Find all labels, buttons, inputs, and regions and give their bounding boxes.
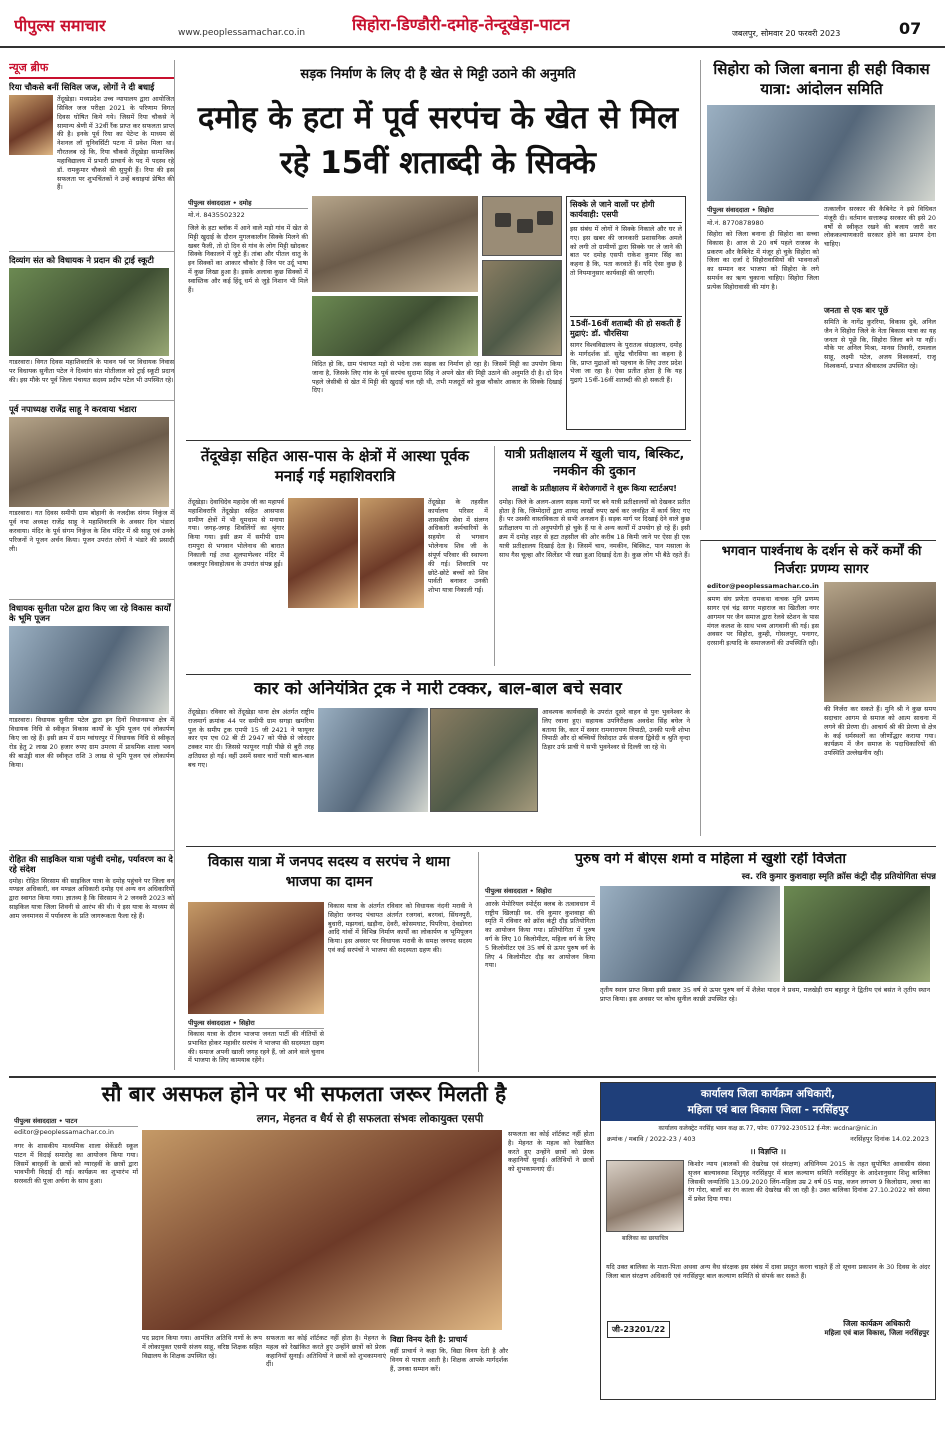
brief-item [9, 251, 174, 396]
success-body-right: सफलता का कोई शॉर्टकट नहीं होता है। मेहनत के महत्व को रेखांकित करते हुए उन्होंने छात्रों को प्रेरक कहानियाँ सुनाईं। अतिथियों ने छात्रों को शुभकामनाएं दीं। [508, 1130, 594, 1174]
lead-coins-photo [482, 196, 562, 256]
janpad-group-photo [188, 902, 324, 1014]
janpad-body: विकास यात्रा के अंतर्गत रविवार को विधायक नंदनी मरावी ने सिहोरा जनपद पंचायत अंतर्गत रजगवां, बरगवां, सिंघनपुरी, बुधारी, मझगवां, खड़ौना, देवरी, कोसमघाट, पिपरिया, देवडोगरा आदि गांवों में विभिन्न निर्माण कार्यों का लोकार्पण व भूमिपूजन किया। इस अवसर पर विधायक मरावी के समक्ष जनपद सदस्य एवं कई सरपंचों ने भाजपा की सदस्यता ग्रहण की। [328, 902, 472, 955]
success-subhead: लगन, मेहनत व धैर्य से ही सफलता संभवः लोकायुक्त एसपी [256, 1113, 484, 1125]
race-headline: पुरुष वर्ग में बीएस शर्मा व महिला में खुशी रहीं विजेता [574, 852, 847, 867]
accident-headline: कार को अनियंत्रित ट्रक ने मारी टक्कर, बाल-बाल बचे सवार [254, 680, 622, 699]
jain-body: श्रमण संघ प्रणेता रामकथा वाचक मुनि प्रणम्य सागर एवं चंद्र सागर महाराज का खितौला नगर आगमन पर जैन समाज द्वारा रेलवे स्टेशन के पास मंगल कलश के साथ भव्य आगवानी की गई। इस अवसर पर सिहोरा, कुम्ही, गोसलपुर, पनागर, दरसानी इत्यादि के समाजजनों की उपस्थिति रही। [707, 595, 819, 648]
shivratri-body-2: तेंदूखेड़ा के तहसील कार्यालय परिसर में शासकीय सेवा में संलग्न अधिकारी कर्मचारियों के सहयोग से भगवान भोलेनाथ शिव जी के संपूर्ण परिवार की स्थापना की गई। शिवरात्रि पर छोटे-छोटे बच्चों को शिव पार्वती बनाकर उनकी शोभा यात्रा निकाली गई। [428, 498, 488, 595]
success-byline: पीपुल्स संवाददाता • पाटन [14, 1116, 138, 1127]
ad-body: किशोर न्याय (बालकों की देखरेख एवं संरक्षण) अधिनियम 2015 के तहत सुपोषित आवासीय संस्था सृजन बाल्यावस्था शिशुगृह नरसिंहपुर में बाल कल्याण समिति नरसिंहपुर के आदेशानुसार शिशु बालिका जिसकी जन्मतिथि 13.09.2020 लिंग-महिला उम्र 2 वर्ष 05 माह, वजन लगभग 9 किलोग्राम, त्वचा का रंग गोरा, बालों का रंग काला की देखरेख की जा रही है। उक्त बालिका दिनांक 27.10.2022 को संस्था में प्रवेश दिया गया। [688, 1160, 930, 1204]
brief-item [9, 599, 174, 846]
news-brief-column [9, 60, 175, 1070]
brief-title: पूर्व नपाध्यक्ष राजेंद्र साहू ने करवाया भंडारा [9, 404, 137, 415]
lead-headline: दमोह के हटा में पूर्व सरपंच के खेत से मिल रहे 15वीं शताब्दी के सिक्के [197, 100, 679, 181]
brief-body: दमोह। रोहित सिरसाम की साइकिल यात्रा के दमोह पहुंचने पर जिला वन मण्डल अधिकारी, वन मण्डल अधिकारी दमोह एवं अन्य वन अधिकारियों द्वारा स्वागत किया गया। ज्ञातव्य है कि सिरसाम ने 2 जनवरी 2023 को साइकिल यात्रा जिला शिवनी से आरंभ की थी। ये इस यात्रा के माध्यम से आम जनमानस में पर्यावरण के प्रति जागरूकता फैला रहे हैं। [9, 876, 174, 920]
sihora-story [700, 60, 936, 530]
race-body-2: तृतीय स्थान प्राप्त किया इसी प्रकार 35 वर्ष से ऊपर पुरुष वर्ग में शैलेश यादव ने प्रथम, मलखेड़ी राम बहादुर ने द्वितीय एवं बसंत ने तृतीय स्थान प्राप्त किया। इस अवसर पर कोच सुनील काछी उपस्थित रहे। [600, 985, 930, 1003]
shivratri-body-1: तेंदूखेड़ा। देवाधिदेव महादेव जी का महापर्व महाशिवरात्रि तेंदूखेड़ा सहित आसपास ग्रामीण क्षेत्रों में भी धूमधाम से मनाया गया। जगह-जगह शिवलिंगों का श्रृंगार किया गया। इसी क्रम में समीपी ग्राम रामपुरा से भगवान भोलेनाथ की बारात निकाली गई तथा शूलपाणेश्वर मंदिर में जबलपुर विवाहोत्सव के उपरांत संपन्न हुई। [188, 498, 284, 568]
janpad-headline: विकास यात्रा में जनपद सदस्य व सरपंच ने थामा भाजपा का दामन [208, 854, 450, 891]
coins-box-body: इस संबंध में लोगों ने सिक्के निकाले और घर ले गए। इस खबर की जानकारी प्रशासनिक अमले को लगी तो ग्रामीणों द्वारा सिक्के घर ले जाने की बात पर दमोह एसपी राकेश कुमार सिंह का कहना है कि, पता करवाते हैं। यदि ऐसा कुछ है तो नियमानुसार कार्यवाही की जाएगी। [570, 225, 682, 278]
race-winners-photo-2 [784, 886, 930, 982]
ad-sign-line-2: महिला एवं बाल विकास, जिला नरसिंहपुर [824, 1329, 929, 1337]
truck-photo [430, 708, 538, 812]
muni-photo [824, 582, 936, 702]
ad-header-line-1: कार्यालय जिला कार्यक्रम अधिकारी, [700, 1088, 836, 1100]
masthead-url: www.peoplessamachar.co.in [178, 28, 306, 38]
sihora-demand-title: जनता से एक बार पूछें [824, 306, 889, 315]
farewell-group-photo [142, 1130, 502, 1330]
janpad-body-2: विकास यात्रा के दौरान भाजपा जनता पार्टी की नीतियों से प्रभावित होकर महावीर सरपंच ने भाजपा की सदस्यता ग्रहण की। समाज अपनी खाली जगह रहने हैं, जो आने वाले चुनाव में भाजपा के लिए कामयाब रहेंगे। [188, 1030, 324, 1065]
race-story [478, 852, 936, 1072]
success-headline: सौ बार असफल होने पर भी सफलता जरूर मिलती है [101, 1082, 507, 1106]
shiv-parvati-photo-1 [288, 498, 358, 608]
brief-item [9, 850, 174, 1016]
success-body: नगर के शासकीय माध्यमिक शाला सेकेंडरी स्कूल पाटन में विदाई समारोह का आयोजन किया गया। जिसमें बारहवीं के छात्रों को ग्यारहवीं के छात्रों द्वारा भावभीनी विदाई दी गई। कार्यक्रम का शुभारंभ माँ सरस्वती की पूजा अर्चना के साथ हुआ। [14, 1142, 138, 1186]
brief-title: रिया चौकसे बनीं सिविल जज, लोगों ने दी बधाई [9, 82, 155, 92]
coins-sidebar-box [566, 196, 686, 430]
coins-box-title: सिक्के ले जाने वालों पर होगी कार्यवाही: एसपी [570, 200, 682, 223]
sihora-byline: पीपुल्स संवाददाता • सिहोरा [707, 205, 819, 216]
brief-body: गाडरवारा। गत दिवस समीपी ग्राम बोहानी के नजदीक संगम निकुंज में पूर्व नपा अध्यक्ष राजेंद्र साहू ने महाशिवरात्रि के अवसर दिन भंडारा करवाया। मंदिर के पूर्व संगम निकुंज के शिव मंदिर में श्री साहू एवं उनके परिजनों ने पूजन अर्चन किया। पूजन उपरांत लोगों ने भंडारे की प्रसादी ली। [9, 509, 174, 553]
ad-ref-date: नरसिंहपुर दिनांक 14.02.2023 [850, 1135, 929, 1143]
expert-title: 15वीं-16वीं शताब्दी की हो सकती हैं मुद्राएं: डॉ. चौरसिया [570, 316, 682, 339]
masthead-regions: सिहोरा-डिण्डौरी-दमोह-तेन्दूखेड़ा-पाटन [352, 15, 570, 34]
accident-body-1: तेंदूखेड़ा। रविवार को तेंदूखेड़ा थाना क्षेत्र अंतर्गत राष्ट्रीय राजमार्ग क्रमांक 44 पर समीपी ग्राम सगड़ा खमरिया पुल के समीप ट्रक एमपी 15 जी 2421 ने फायूनर कार एम एच 02 बी टी 2947 को पीछे से जोरदार टक्कर मार दी। जिससे फायूनर गाड़ी पीछे से बुरी तरह क्षतिग्रस्त हो गई। वहीं उसमें सवार चारों यात्री बाल-बाल बच गए। [188, 708, 314, 769]
brief-title: दिव्यांग संत को विधायक ने प्रदान की ट्राई स्कूटी [9, 255, 154, 266]
lead-coins-hand-photo [482, 260, 562, 356]
lead-field-photo [312, 296, 478, 356]
news-brief-label: न्यूज ब्रीफ [9, 60, 174, 79]
jain-body-2: की निर्जरा कर सकते हैं। मुनि श्री ने कुछ समय सदाचार आगम से समाज को आत्म साधना में लगने की प्रेरणा दी। आचार्य श्री की प्रेरणा से क्षेत्र के कई धर्मस्थलों का जीर्णोद्धार कराया गया। कार्यक्रम में जैन समाज के पदाधिकारियों की उपस्थिति उल्लेखनीय रही। [824, 705, 936, 758]
ad-notice-title: ।। विज्ञप्ति ।। [749, 1147, 787, 1156]
success-body-2: पद प्रदान किया गया। आमंत्रित अतिथि गणों के रूप में लोकायुक्त एसपी संजय साहू, वरिष्ठ शिक्षक सहित विद्यालय के शिक्षक उपस्थित रहे। [142, 1334, 262, 1360]
masthead [0, 0, 945, 48]
canteen-body: दमोह। जिले के अलग-अलग सड़क मार्गों पर बने यात्री प्रतीक्षालयों को देखकर प्रतीत होता है कि, जिम्मेदारों द्वारा शायद लाखों रुपए खर्च कर जनहित में कार्य किए गए हैं। पर उसकी वास्तविकता से सभी अनजान हैं। सड़क मार्ग पर दिखाई देने वाले कुछ प्रतीक्षालय या तो अनुपयोगी हो चुके हैं या वे अन्य कार्यों में उपयोग हो रहे हैं। इसी क्रम में दमोह शहर से हटा तहसील की ओर करीब 18 किमी जाने पर ऐसा ही एक यात्री प्रतीक्षालय दिखाई देता है। जिसमें चाय, नमकीन, बिस्किट, पान मसाला के साथ गैस चूल्हा और सिलेंडर भी रखा हुआ दिखाई देता है। कुछ लोग भी बैठे रहते हैं। [499, 497, 690, 559]
brief-title: रोहित की साइकिल यात्रा पहुंची दमोह, पर्यावरण का दे रहे संदेश [9, 854, 173, 875]
canteen-headline: यात्री प्रतीक्षालय में खुली चाय, बिस्किट, नमकीन की दुकान [504, 446, 685, 478]
ad-code: जी-23201/22 [607, 1321, 670, 1338]
ad-header [601, 1083, 935, 1121]
sihora-body-2: तत्कालीन सरकार की कैबिनेट ने इसे विधिवत मंजूरी दी। वर्तमान सत्तारूढ़ सरकार की इसे 20 वर्षों से स्वीकृत रखने की बजाय जारी कर लोककल्याणकारी सरकार होने का प्रमाण देना चाहिए। [824, 205, 936, 249]
jain-byline: editor@peoplessamachar.co.in [707, 582, 819, 591]
child-photo [606, 1160, 684, 1232]
damaged-car-photo [318, 708, 428, 812]
government-notice-ad [600, 1082, 936, 1400]
lead-body-2: विदित हो कि, ग्राम पंचायत मड़ो से भदेना तक सड़क का निर्माण हो रहा है। जिसमें मिट्टी का उपयोग किया जाना है, जिसके लिए गांव के पूर्व सरपंच सुदामा सिंह ने अपने खेत की मिट्टी उठाने की अनुमति दी है। दो दिन पहले जेसीबी से खेत में मिट्टी की खुदाई चल रही थी, तभी मजदूरों को कुछ चौकोर आकार के सिक्के दिखाई दिए। [312, 360, 562, 395]
brief-body: तेंदूखेड़ा। मध्यप्रदेश उच्च न्यायालय द्वारा आयोजित सिविल जज परीक्षा 2021 के परिणाम विगत दिवस घोषित किये गये। जिसमें रिया चौकसे ने सामान्य श्रेणी में 32वीं रैंक प्राप्त कर सफलता प्राप्त की है। इनके पूर्व रिया का पेटेन्ट के माध्यम से नेशनल लॉ यूनिवर्सिटी पटना में प्रवेश मिला था। गौरतलब रहे कि, रिया चौकसे तेंदूखेड़ा सामाजिक महाविद्यालय में प्रभारी प्राचार्य के पद में पदस्थ रहे डॉ. रामकुमार चौकसे की सुपुत्री हैं। रिया की इस सफलता पर शुभचिंतकों ने उन्हें बधाइयां प्रेषित की हैं। [57, 95, 174, 192]
ad-body-2: यदि उक्त बालिका के माता-पिता अथवा अन्य वैध संरक्षक इस संबंध में दावा प्रस्तुत करना चाहते हैं तो सूचना प्रकाशन के 30 दिवस के अंदर जिला बाल संरक्षण अधिकारी एवं नरसिंहपुर बाल कल्याण समिति से संपर्क कर सकते हैं। [606, 1263, 930, 1280]
jain-story [700, 540, 936, 836]
sihora-body-1: सिहोरा को जिला बनाना ही सिहोरा का सच्चा विकास है। आज से 20 वर्ष पहले राजस्व के प्रकरण और कैबिनेट में मंजूर हो चुके सिहोरा को जिला का दर्जा दे सिहोरावासियों की भावनाओं का सम्मान कर भाजपा को सिहोरा के लगे समर्थन का ऋण चुकाना चाहिए। सिहोरा जिला प्रत्येक सिहोरावासी की मांग है। [707, 230, 819, 291]
success-body-3: सफलता का कोई शॉर्टकट नहीं होता है। मेहनत के महत्व को रेखांकित करते हुए उन्होंने छात्रों को प्रेरक कहानियाँ सुनाईं। अतिथियों ने छात्रों को शुभकामनाएं दीं। [266, 1334, 386, 1369]
sihora-protest-photo [707, 105, 935, 201]
brief-item [9, 400, 174, 595]
ad-address: कार्यालय कलेक्ट्रेट नरसिंह भवन कक्ष क्र.77, फोन: 07792-230512 ई-मेल: wcdnar@nic.in [658, 1125, 878, 1132]
lead-byline: पीपुल्स संवाददाता • दमोह [188, 198, 308, 209]
sihora-demand-body: समिति के नागेंद्र कुररिया, विकास दुबे, अनिल जैन ने सिहोरा जिले के नेता बिकास यात्रा का यह जनता से पूछें कि, सिहोरा जिला बने या नहीं। मौके पर अनिल मिश्रा, मानस तिवारी, रामलाल साहू, लक्ष्मी पटेल, अजय विश्वकर्मा, राजू विश्वकर्मा, प्रभात श्रीवास्तव उपस्थित रहे। [824, 318, 936, 371]
ad-photo-caption: बालिका का छायाचित्र [621, 1235, 669, 1242]
race-subhead: स्व. रवि कुमार कुशवाहा स्मृति क्रॉस कंट्री दौड़ प्रतियोगिता संपन्न [741, 871, 936, 882]
shiv-parvati-photo-2 [360, 498, 424, 608]
masthead-logo: पीपुल्स समाचार [14, 16, 106, 35]
jain-headline: भगवान पार्श्वनाथ के दर्शन से करें कर्मों की निर्जराः प्रणम्य सागर [721, 544, 922, 577]
bhoomi-pujan-photo [9, 626, 169, 714]
lead-mobile: मो.नं. 8435502322 [188, 211, 245, 219]
brief-body: गाडरवारा। विधायक सुनीता पटेल द्वारा इन दिनों विधानसभा क्षेत्र में विधायक निधि से स्वीकृत विकास कार्यों के भूमि पूजन एवं लोकार्पण किए जा रहे हैं। इसी क्रम में ग्राम ग्वांघरपुर में विधायक निधि से स्वीकृत रोड हेतु 2 लाख 20 हजार रुपए ग्राम उमरया में प्राथमिक शाला भवन की बाउंड्री वाल की स्वीकृत राशि 3 लाख से भूमि पूजन एवं लोकार्पण किया। [9, 716, 174, 769]
riya-portrait-photo [9, 95, 53, 155]
shivratri-headline: तेंदूखेड़ा सहित आस-पास के क्षेत्रों में आस्था पूर्वक मनाई गई महाशिवरात्रि [200, 447, 470, 486]
sihora-mobile: मो.नं. 8770878980 [707, 219, 764, 227]
ad-ref: क्रमांक / मबावि / 2022-23 / 403 [607, 1135, 696, 1143]
lead-body-1: जिले के हटा ब्लॉक में आने वाले मड़ो गांव में खेत से मिट्टी खुदाई के दौरान मुगलकालीन सिक्के मिलने की खबर फैली, तो दो दिन से गांव के लोग मिट्टी खोदकर सिक्के निकालने में जुटे हैं। तांबा और पीतल धातु के इन सिक्कों का आकार चौकोर है जिन पर उर्दू भाषा में कुछ लिखा हुआ है। इसके अलावा कुछ सिक्कों में स्वास्तिक और कई हिंदू धर्म से जुड़े निशान भी मिले हैं। [188, 224, 308, 294]
ad-sign-line-1: जिला कार्यक्रम अधिकारी [843, 1319, 911, 1328]
principal-box [390, 1334, 508, 1396]
ad-header-line-2: महिला एवं बाल विकास जिला - नरसिंहपुर [687, 1104, 849, 1116]
scooty-event-photo [9, 268, 169, 356]
janpad-byline: पीपुल्स संवाददाता • सिहोरा [188, 1018, 324, 1029]
canteen-subhead: लाखों के प्रतीक्षालय में बेरोजगारों ने शुरू किया स्टार्टअप! [512, 483, 677, 493]
brief-body: गाडरवारा। विगत दिवस महाशिवरात्रि के पावन पर्व पर विधायक निवास पर विधायक सुनीता पटेल ने दिव्यांग संत मोतीलाल को ट्राई स्कूटी प्रदान की। इस मौके पर पूर्व जिला पंचायत सदस्य प्रदीप पटेल भी उपस्थित रहे। [9, 358, 174, 384]
success-email: editor@peoplessamachar.co.in [14, 1128, 114, 1136]
brief-item [9, 82, 174, 245]
race-winners-photo-1 [600, 886, 780, 982]
bhandara-photo [9, 417, 169, 507]
lead-digging-photo [312, 196, 478, 292]
expert-body: सागर विश्वविद्यालय के पुरातत्व संग्रहालय, दमोह के मार्गदर्शक डॉ. सुरेंद्र चौरसिया का कहना है कि, प्राप्त मुद्राओं को पहचान के लिए उत्तर प्रदेश भेजा जा रहा है। ऐसा प्रतीत होता है कि यह मुद्राएं 15वीं-16वीं शताब्दी की हो सकती हैं। [570, 341, 682, 385]
accident-body-2: आवश्यक कार्यवाही के उपरांत दूसरे वाहन से पुनः भुवनेश्वर के लिए रवाना हुए। सहायक उपनिरीक्षक अवधेश सिंह बघेल ने बताया कि, कार में सवार रामनारायण त्रिपाठी, उनकी पत्नी शोभा त्रिपाठी और दो बच्चियों रिसोदात उर्फ संजना द्विवेदी व श्रुति वृन्दा ठिहार उर्फ प्राची ये सभी भुवनेश्वर से दिल्ली जा रहे थे। [542, 708, 690, 752]
brief-title: विधायक सुनीता पटेल द्वारा किए जा रहे विकास कार्यों के भूमि पूजन [9, 603, 171, 624]
page-number: 07 [899, 19, 922, 38]
canteen-story [494, 446, 690, 666]
sihora-headline: सिहोरा को जिला बनाना ही सही विकास यात्रा: आंदोलन समिति [713, 60, 930, 98]
race-byline: पीपुल्स संवाददाता • सिहोरा [485, 886, 595, 897]
race-body: आरके मेमोरियल स्पोर्ट्स क्लब के तत्वावधान में राष्ट्रीय खिलाड़ी स्व. रवि कुमार कुशवाहा की स्मृति में रविवार को क्रॉस कंट्री दौड़ प्रतियोगिता का आयोजन किया गया। प्रतियोगिता में पुरुष वर्ग के लिए 10 किलोमीटर, महिला वर्ग के लिए 5 किलोमीटर एवं 35 वर्ष से ऊपर पुरुष वर्ग के लिए 4 किलोमीटर दौड़ का आयोजन किया गया। [485, 899, 595, 970]
principal-body: वहीं प्राचार्य ने कहा कि, विद्या विनय देती है और विनय से पात्रता आती है। शिक्षक आपके मार्गदर्शक हैं, उनका सम्मान करें। [390, 1347, 508, 1373]
lead-kicker: सड़क निर्माण के लिए दी है खेत से मिट्टी उठाने की अनुमति [300, 67, 576, 82]
masthead-dateline: जबलपुर, सोमवार 20 फरवरी 2023 [732, 29, 841, 38]
principal-title: विद्या विनय देती है: प्राचार्य [390, 1335, 468, 1344]
